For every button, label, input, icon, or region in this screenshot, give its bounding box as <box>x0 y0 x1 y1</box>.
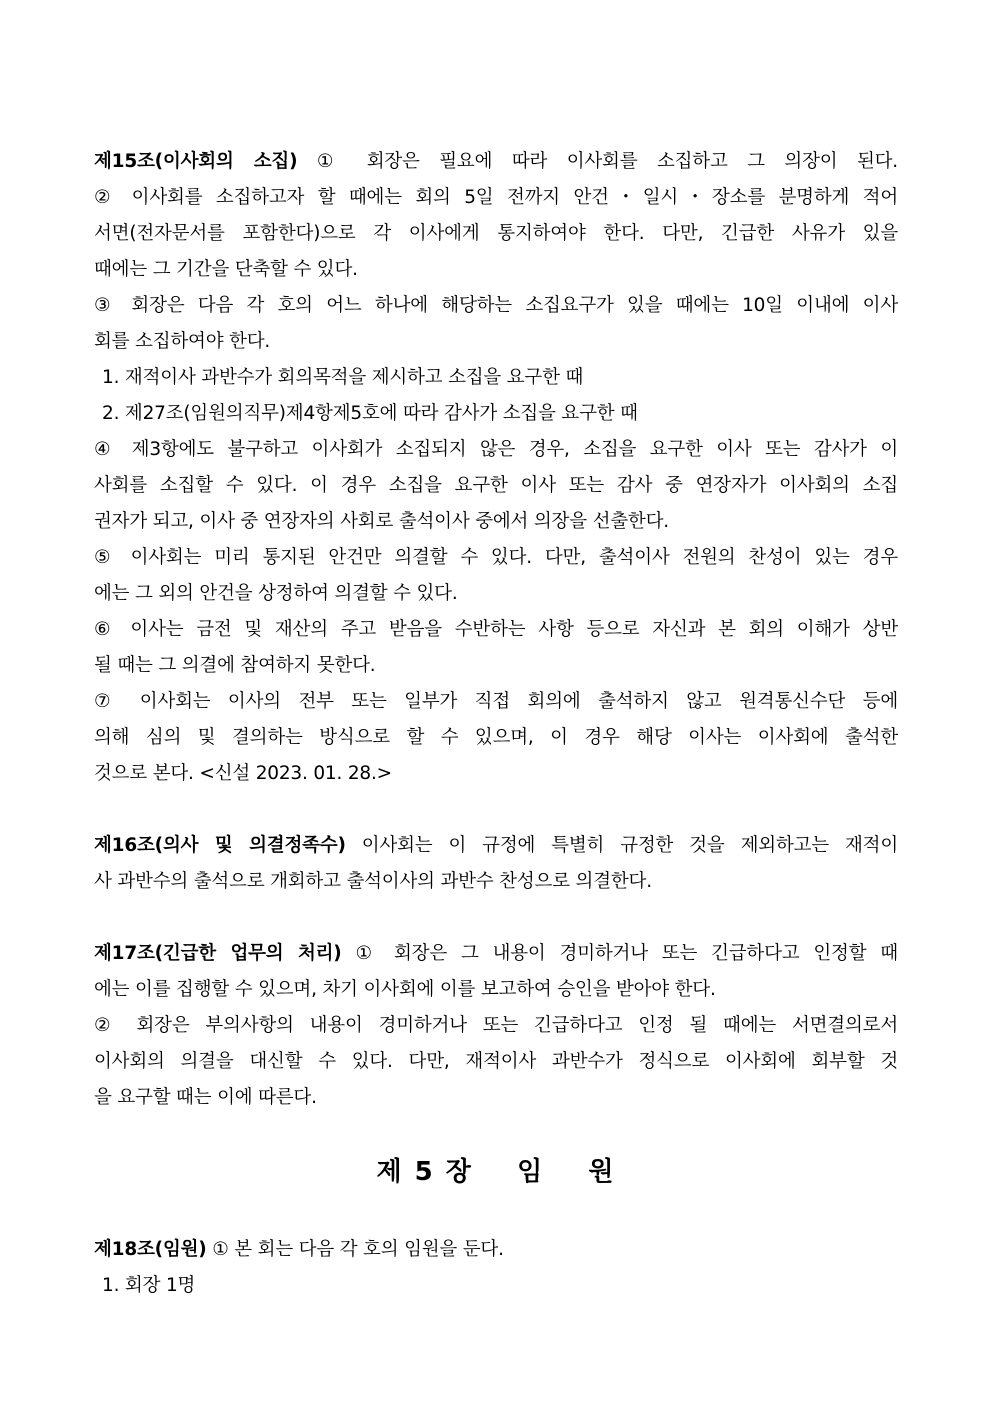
article-15-clause-7: ⑦ 이사회는 이사의 전부 또는 일부가 직접 회의에 출석하지 않고 원격통신수단 등에 <box>94 691 898 712</box>
chapter-heading: 제 5 장 임 원 <box>376 1157 616 1187</box>
article-15-line-10: 사회를 소집할 수 있다. 이 경우 소집을 요구한 이사 또는 감사 중 연장자가 이사회의 소집 <box>94 475 898 496</box>
article-17-line-4: 이사회의 의결을 대신할 수 있다. 다만, 재적이사 과반수가 정식으로 이사회에 회부할 것 <box>94 1051 898 1072</box>
article-15-title: 제15조(이사회의 소집) <box>94 151 298 172</box>
article-15-clause-3: ③ 회장은 다음 각 호의 어느 하나에 해당하는 소집요구가 있을 때에는 10일 이내에 이사 <box>94 295 898 316</box>
article-15-line-18: 것으로 본다. <신설 2023. 01. 28.> <box>94 763 392 784</box>
article-18-title: 제18조(임원) <box>94 1239 207 1260</box>
article-18-item-1: 1. 회장 1명 <box>102 1275 196 1296</box>
article-17-clause-2: ② 회장은 부의사항의 내용이 경미하거나 또는 긴급하다고 인정 될 때에는 서면결의로서 <box>94 1015 898 1036</box>
article-15-line-1: 제15조(이사회의 소집) ① 회장은 필요에 따라 이사회를 소집하고 그 의장이 된다. <box>94 151 898 172</box>
article-15-line-15: 될 때는 그 의결에 참여하지 못한다. <box>94 655 376 676</box>
article-16-title: 제16조(의사 및 의결정족수) <box>94 835 346 856</box>
article-15-line-4: 때에는 그 기간을 단축할 수 있다. <box>94 259 358 280</box>
article-15-line-17: 의해 심의 및 결의하는 방식으로 할 수 있으며, 이 경우 해당 이사는 이사회에 출석한 <box>94 727 898 748</box>
article-15-line-11: 권자가 되고, 이사 중 연장자의 사회로 출석이사 중에서 의장을 선출한다. <box>94 511 669 532</box>
article-16-line-2: 사 과반수의 출석으로 개회하고 출석이사의 과반수 찬성으로 의결한다. <box>94 871 652 892</box>
article-17-line-5: 을 요구할 때는 이에 따른다. <box>94 1087 317 1108</box>
article-17-title: 제17조(긴급한 업무의 처리) <box>94 943 342 964</box>
article-18-line-1: 제18조(임원) ① 본 회는 다음 각 호의 임원을 둔다. <box>94 1239 504 1260</box>
article-16-line-1: 제16조(의사 및 의결정족수) 이사회는 이 규정에 특별히 규정한 것을 제외하고는 재적이 <box>94 835 898 856</box>
article-15-line-6: 회를 소집하여야 한다. <box>94 331 271 352</box>
article-15-item-1: 1. 재적이사 과반수가 회의목적을 제시하고 소집을 요구한 때 <box>102 367 584 388</box>
article-15-clause-2: ② 이사회를 소집하고자 할 때에는 회의 5일 전까지 안건・일시・장소를 분명하게 적어 <box>94 187 898 208</box>
article-17-line-1: 제17조(긴급한 업무의 처리) ① 회장은 그 내용이 경미하거나 또는 긴급하다고 인정할 때 <box>94 943 898 964</box>
article-15-line-3: 서면(전자문서를 포함한다)으로 각 이사에게 통지하여야 한다. 다만, 긴급한 사유가 있을 <box>94 223 898 244</box>
article-15-clause-4: ④ 제3항에도 불구하고 이사회가 소집되지 않은 경우, 소집을 요구한 이사 또는 감사가 이 <box>94 439 898 460</box>
article-15-clause-6: ⑥ 이사는 금전 및 재산의 주고 받음을 수반하는 사항 등으로 자신과 본 회의 이해가 상반 <box>94 619 898 640</box>
article-17-line-2: 에는 이를 집행할 수 있으며, 차기 이사회에 이를 보고하여 승인을 받아야 한다. <box>94 979 716 1000</box>
article-15-line-13: 에는 그 외의 안건을 상정하여 의결할 수 있다. <box>94 583 458 604</box>
article-15-clause-5: ⑤ 이사회는 미리 통지된 안건만 의결할 수 있다. 다만, 출석이사 전원의 찬성이 있는 경우 <box>94 547 898 568</box>
article-15-item-2: 2. 제27조(임원의직무)제4항제5호에 따라 감사가 소집을 요구한 때 <box>102 403 638 424</box>
